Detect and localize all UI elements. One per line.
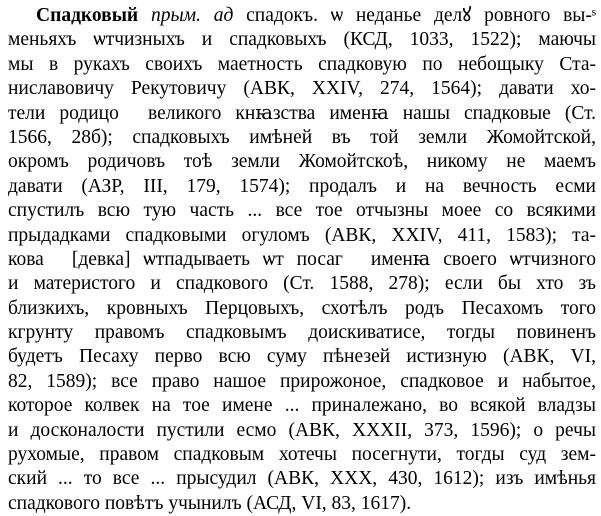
entry-line-7: окромъ родичовъ тоѣ земли Жомойтскоѣ, никому не маемъ (8, 151, 596, 173)
entry-line-6: 1566, 28б); спадковыхъ имѣней въ той земли Жомойтской, (8, 126, 596, 148)
entry-line-12: и материстого и спадкового (Ст. 1588, 278); если бы хто зъ (8, 273, 596, 295)
entry-line-15: будетъ Песаху перво всю суму пѣнезей истизную (АВК, VI, (8, 346, 596, 368)
entry-line-16: 82, 1589); все право нашое прирожоное, спадковое и набытое, (8, 370, 596, 392)
dictionary-entry (8, 4, 596, 516)
entry-line-8: давати (АЗР, III, 179, 1574); продалъ и на вечность есми (8, 175, 596, 197)
entry-headword: Спадковый (36, 5, 139, 26)
entry-line-13: близкихъ, кровныхъ Перцовыхъ, схотѣлъ родъ Песахомъ того (8, 297, 596, 319)
entry-line-11: коваⷨ [девка] ѡтпадываеть ѡт посагꙋ именꙗ своего ѡтчизного (8, 248, 596, 270)
entry-line-19: рухомые, правом спадковым хотечы посегнути, тогды суд зем- (8, 444, 596, 466)
entry-line-3: мы в рукахъ своихъ маетность спадковую по небощыку Ста- (8, 53, 596, 75)
entry-line-4: ниславовичу Рекутовичу (АВК, XXIV, 274, 1564); давати хо- (8, 78, 596, 100)
entry-line-10: прыдадками спадковыми огуломъ (АВК, XXIV, 411, 1583); та- (8, 224, 596, 246)
entry-line-2: меньяхъ ѡтчизныхъ и спадковыхъ (КСД, 1033, 1522); маючы (8, 29, 596, 51)
entry-line-21: спадкового повѣтъ учынилъ (АСД, VI, 83, 1617). (8, 492, 412, 514)
entry-line-5: тели родицоⷨ великого кнꙗзства именꙗ нашы спадковые (Ст. (8, 102, 596, 124)
entry-line-17: которое колвек на тое имене ... приналежано, во всякой владзы (8, 395, 596, 417)
entry-line-text: спадокъ. ѡ неданье делꙋ ровного вы-ˢ (246, 5, 596, 26)
entry-grammar-label: прым. ад (150, 5, 234, 26)
entry-line-9: спустилъ всю тую часть ... все тое отчызны моее со всякими (8, 200, 596, 222)
entry-line-18: и досконалости пустили есмо (АВК, XXXII, 373, 1596); о речы (8, 419, 596, 441)
entry-line-20: ский ... то все ... прысудил (АВК, XXX, 430, 1612); изъ имѣнья (8, 468, 596, 490)
entry-line-14: кгрунту правомъ спадковымъ доискиватисе, тогды повиненъ (8, 322, 596, 344)
entry-line-1 (8, 4, 596, 28)
